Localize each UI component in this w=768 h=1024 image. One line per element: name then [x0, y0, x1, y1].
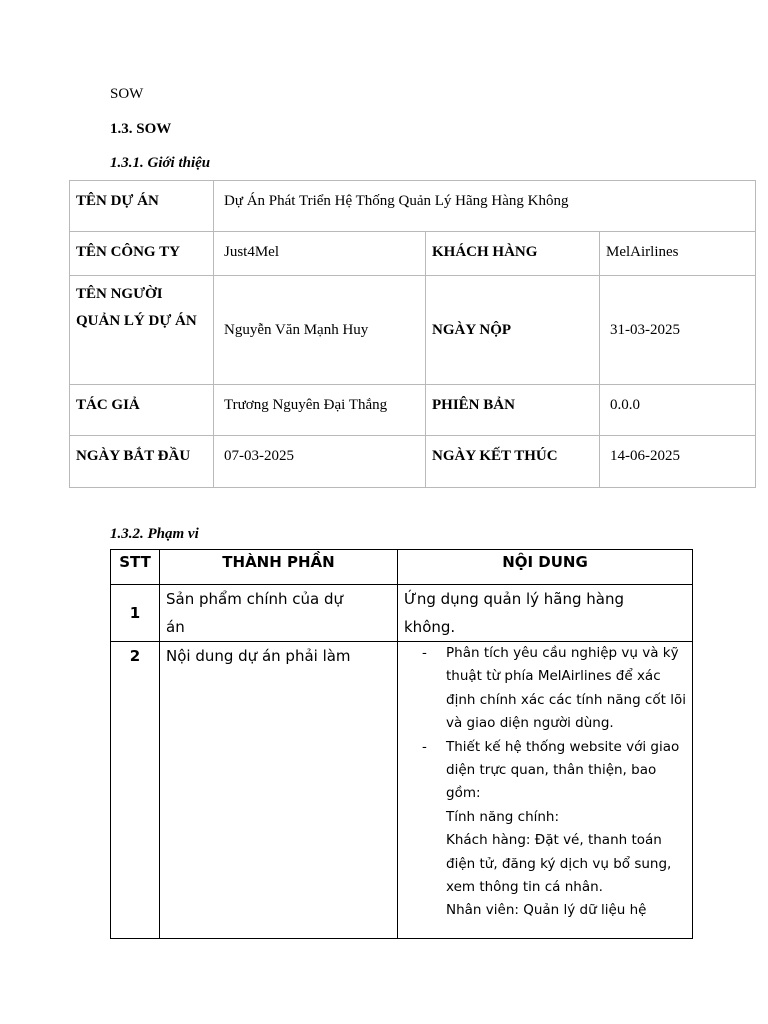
- table-row: [111, 585, 693, 642]
- row-2-component: Nội dung dự án phải làm: [160, 642, 398, 939]
- row-2-stt: 2: [111, 642, 160, 939]
- version-value: 0.0.0: [600, 385, 756, 436]
- start-date-label: NGÀY BẮT ĐẦU: [70, 436, 214, 488]
- company-label: TÊN CÔNG TY: [70, 232, 214, 276]
- row-2-content: [398, 642, 693, 939]
- end-date-label: NGÀY KẾT THÚC: [426, 436, 600, 488]
- project-info-table: [69, 180, 756, 488]
- author-label: TÁC GIẢ: [70, 385, 214, 436]
- table-row: [70, 232, 756, 276]
- scope-heading: 1.3.2. Phạm vi: [110, 526, 199, 542]
- row-2-extra-lines: [398, 806, 686, 923]
- scope-table: [110, 549, 693, 939]
- dash-bullet-icon: -: [422, 645, 427, 661]
- row-1-component-line: Sản phẩm chính của dự: [166, 590, 344, 608]
- bullet-text: Thiết kế hệ thống website với giao diện trực quan, thân thiện, bao gồm:: [446, 738, 680, 802]
- table-row: [111, 642, 693, 939]
- submit-date-label: NGÀY NỘP: [426, 276, 600, 385]
- header-stt: STT: [111, 550, 160, 585]
- header-content: NỘI DUNG: [398, 550, 693, 585]
- extra-line: Tính năng chính:: [446, 808, 560, 825]
- start-date-value: 07-03-2025: [214, 436, 426, 488]
- manager-value: Nguyễn Văn Mạnh Huy: [214, 276, 426, 385]
- row-1-component: [160, 585, 398, 642]
- row-1-content-line: Ứng dụng quản lý hãng hàng: [404, 590, 625, 608]
- row-1-content: [398, 585, 693, 642]
- section-heading: 1.3. SOW: [110, 121, 172, 137]
- row-2-bullet-list: [398, 642, 686, 806]
- intro-heading: 1.3.1. Giới thiệu: [110, 155, 211, 171]
- row-1-stt: 1: [111, 585, 160, 642]
- table-header-row: [111, 550, 693, 585]
- table-row: [70, 436, 756, 488]
- project-name-value: Dự Án Phát Triển Hệ Thống Quản Lý Hãng Hàng Không: [214, 181, 756, 232]
- row-2-content-clip: [398, 642, 686, 938]
- client-value: MelAirlines: [600, 232, 756, 276]
- extra-line: Nhân viên: Quản lý dữ liệu hệ: [446, 902, 647, 919]
- end-date-value: 14-06-2025: [600, 436, 756, 488]
- table-row: [70, 276, 756, 385]
- manager-label: TÊN NGƯỜI QUẢN LÝ DỰ ÁN: [70, 276, 214, 385]
- extra-line: Khách hàng: Đặt vé, thanh toán điện tử, đăng ký dịch vụ bổ sung, xem thông tin cá nhân.: [446, 832, 672, 896]
- table-row: [70, 385, 756, 436]
- version-label: PHIÊN BẢN: [426, 385, 600, 436]
- list-item: [398, 642, 686, 736]
- client-label: KHÁCH HÀNG: [426, 232, 600, 276]
- company-value: Just4Mel: [214, 232, 426, 276]
- dash-bullet-icon: -: [422, 738, 427, 755]
- row-1-content-line: không.: [404, 618, 456, 636]
- author-value: Trương Nguyên Đại Thắng: [214, 385, 426, 436]
- list-item: [398, 736, 686, 806]
- table-row: [70, 181, 756, 232]
- header-component: THÀNH PHẦN: [160, 550, 398, 585]
- project-name-label: TÊN DỰ ÁN: [70, 181, 214, 232]
- bullet-text: Phân tích yêu cầu nghiệp vụ và kỹ thuật từ phía MelAirlines để xác định chính xác các tính năng cốt lõi và giao diện người dùng.: [446, 645, 686, 732]
- row-1-component-line: án: [166, 618, 185, 636]
- submit-date-value: 31-03-2025: [600, 276, 756, 385]
- document-title: SOW: [110, 86, 144, 102]
